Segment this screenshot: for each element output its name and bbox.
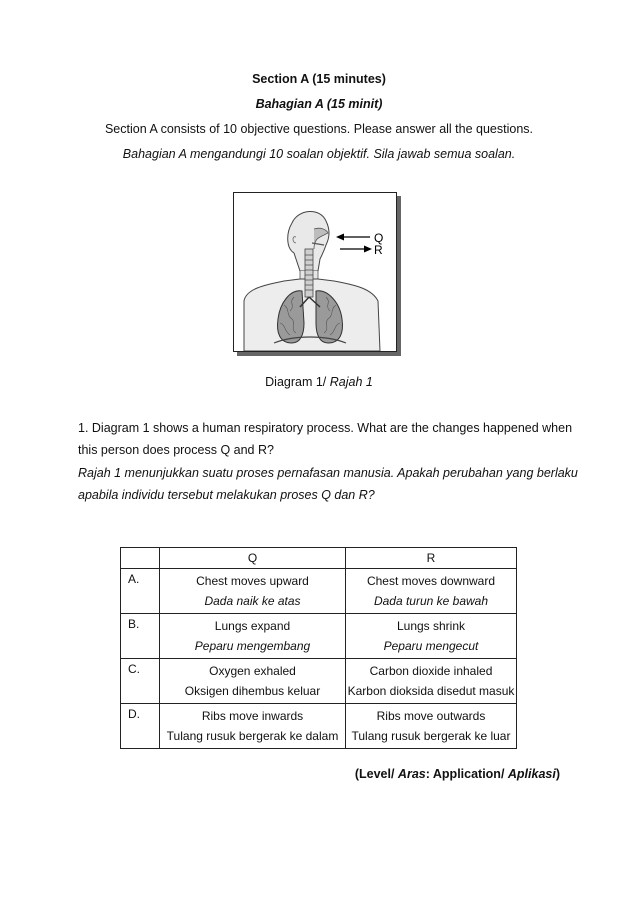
level-aras: Aras: [397, 767, 426, 781]
label-r: R: [374, 243, 383, 257]
respiratory-diagram: [233, 192, 397, 352]
q-malay: Dada naik ke atas: [204, 594, 301, 608]
header-r: R: [346, 548, 517, 569]
option-r-cell: [346, 659, 517, 704]
answer-options-table: [120, 547, 517, 749]
option-q-cell: [160, 569, 346, 614]
q-english: Oxygen exhaled: [209, 664, 296, 678]
r-english: Carbon dioxide inhaled: [369, 664, 493, 678]
r-malay: Tulang rusuk bergerak ke luar: [351, 729, 511, 743]
option-r-cell: [346, 569, 517, 614]
table-header-row: [121, 548, 517, 569]
human-respiratory-illustration: [234, 193, 396, 351]
r-malay: Dada turun ke bawah: [373, 594, 489, 608]
option-label: D.: [121, 704, 160, 749]
option-q-cell: [160, 704, 346, 749]
option-r-cell: [346, 614, 517, 659]
level-close: ): [555, 767, 560, 781]
q-english: Ribs move inwards: [201, 709, 304, 723]
section-title: Section A (15 minutes): [252, 72, 386, 86]
header-blank: [121, 548, 160, 569]
option-label: B.: [121, 614, 160, 659]
r-malay: Peparu mengecut: [383, 639, 479, 653]
instruction-malay: Bahagian A mengandungi 10 soalan objektif. Sila jawab semua soalan.: [122, 147, 516, 161]
r-english: Ribs move outwards: [376, 709, 486, 723]
label-q: Q: [374, 231, 384, 245]
q-malay: Oksigen dihembus keluar: [184, 684, 321, 698]
level-open: (Level/: [354, 767, 398, 781]
q-malay: Tulang rusuk bergerak ke dalam: [166, 729, 339, 743]
diagram-caption: [0, 375, 638, 389]
r-english: Chest moves downward: [366, 574, 496, 588]
instruction: Section A consists of 10 objective questions. Please answer all the questions.: [104, 122, 534, 136]
option-q-cell: [160, 614, 346, 659]
level-application: : Application/: [425, 767, 508, 781]
r-malay: Karbon dioksida disedut masuk: [347, 684, 515, 698]
option-row-c: [121, 659, 517, 704]
option-q-cell: [160, 659, 346, 704]
q-malay: Peparu mengembang: [194, 639, 311, 653]
option-row-a: [121, 569, 517, 614]
section-title-malay: Bahagian A (15 minit): [255, 97, 383, 111]
q-english: Lungs expand: [214, 619, 291, 633]
option-label: A.: [121, 569, 160, 614]
header-q: Q: [160, 548, 346, 569]
option-row-b: [121, 614, 517, 659]
option-r-cell: [346, 704, 517, 749]
q-english: Chest moves upward: [196, 574, 309, 588]
option-row-d: [121, 704, 517, 749]
question-text-malay: Rajah 1 menunjukkan suatu proses pernafasan manusia. Apakah perubahan yang berlaku apabila individu tersebut melakukan proses Q dan R?: [78, 466, 578, 502]
caption-malay: Rajah 1: [329, 375, 373, 389]
question-text: 1. Diagram 1 shows a human respiratory process. What are the changes happened when this person does process Q and R?: [78, 421, 573, 457]
caption-english: Diagram 1/: [265, 375, 330, 389]
level-aplikasi: Aplikasi: [507, 767, 556, 781]
r-english: Lungs shrink: [396, 619, 466, 633]
option-label: C.: [121, 659, 160, 704]
difficulty-level: [355, 767, 560, 781]
